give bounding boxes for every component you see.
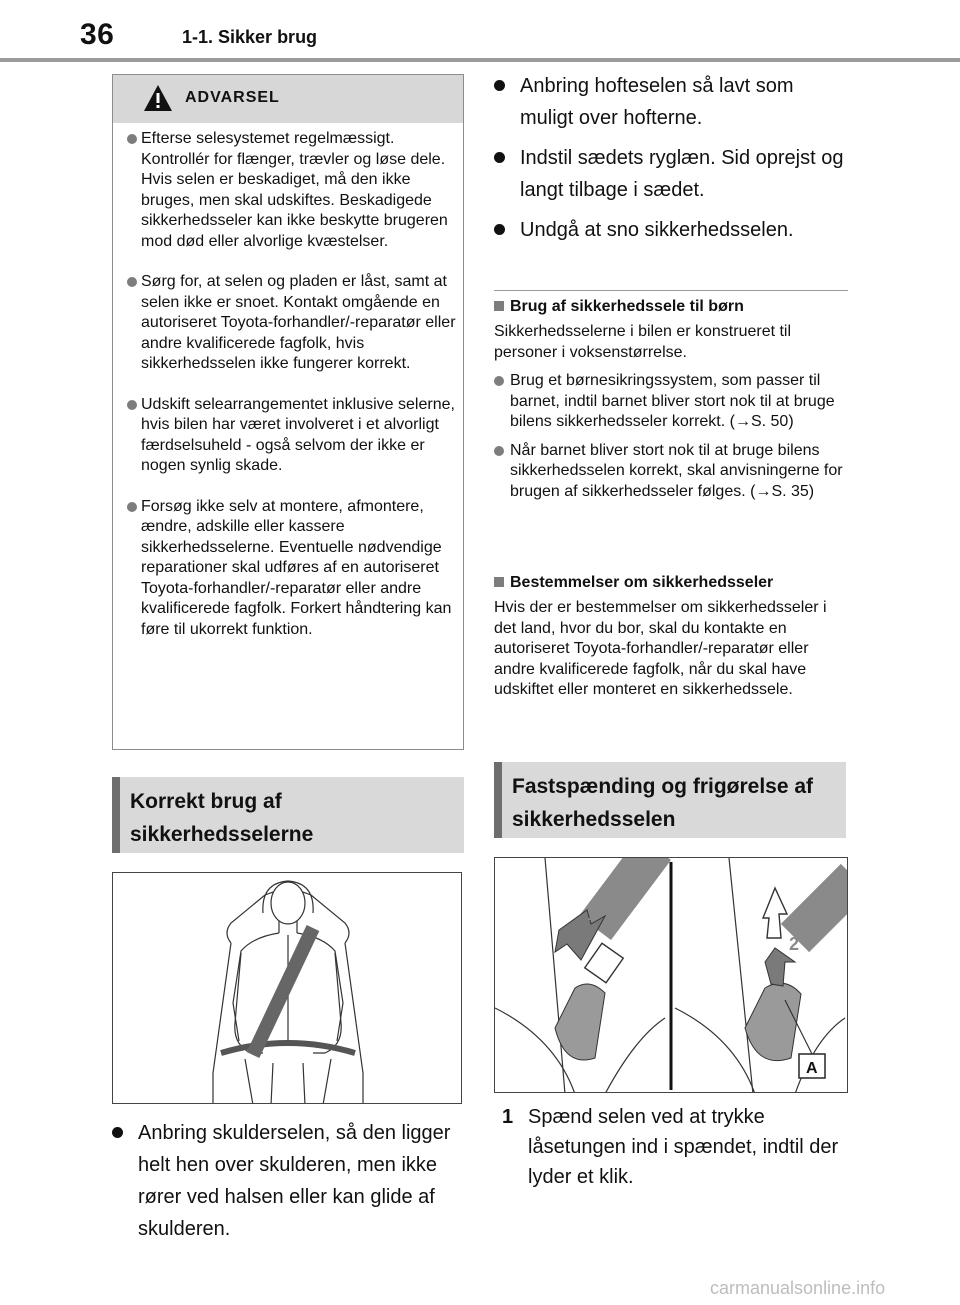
correct-use-heading: Korrekt brug af sikkerhedsselerne — [112, 777, 464, 853]
bullet-item: Undgå at sno sikkerhedsselen. — [494, 214, 846, 246]
fastening-heading: Fastspænding og frigørelse af sikkerhedsselen — [494, 762, 846, 838]
children-heading-text: Brug af sikkerhedssele til børn — [510, 298, 744, 315]
right-bullets — [494, 70, 846, 254]
warning-title: ADVARSEL — [185, 89, 280, 106]
buckle-figure — [495, 858, 848, 1093]
square-bullet-icon — [494, 301, 504, 311]
children-heading — [494, 298, 846, 316]
rules-heading — [494, 574, 846, 592]
warning-header — [113, 75, 463, 123]
left-bullets — [112, 1117, 464, 1245]
header-rule — [0, 58, 960, 62]
square-bullet-icon — [494, 577, 504, 587]
warning-item: Forsøg ikke selv at montere, afmontere, ændre, adskille eller kassere sikkerhedsselerne. Eventuelle nødvendige reparationer skal udføres af en autoriseret Toyota-forhandler/-reparatør eller andre kvalificerede fagfolk. Forkert håndtering kan føre til ukorrekt funktion. — [127, 497, 457, 641]
children-item: Brug et børnesikringssystem, som passer til barnet, indtil barnet bliver stort nok til at bruge bilens sikkerhedsseler korrekt. (→S. 50) — [494, 371, 846, 433]
bullet-item: Anbring skulderselen, så den ligger helt hen over skulderen, men ikke rører ved halsen eller kan glide af skulderen. — [112, 1117, 464, 1245]
children-list — [494, 371, 846, 502]
warning-item: Efterse selesystemet regelmæssigt. Kontrollér for flænger, trævler og løse dele. Hvis selen er beskadiget, må den ikke bruges, men skal udskiftes. Beskadigede sikkerhedsseler kan ikke beskytte brugeren mod død eller alvorlige kvæstelser. — [127, 129, 457, 252]
warning-item: Udskift selearrangementet inklusive selerne, hvis bilen har været involveret i et alvorligt færdselsuheld - også selvom der ikke er nogen synlig skade. — [127, 395, 457, 477]
seatbelt-figure — [113, 873, 462, 1104]
children-item: Når barnet bliver stort nok til at bruge bilens sikkerhedsselen korrekt, skal anvisningerne for brugen af sikkerhedsseler følges. (→S. 35) — [494, 441, 846, 503]
step-number: 1 — [502, 1106, 514, 1128]
page-number: 36 — [80, 18, 115, 51]
callout-label-a: A — [806, 1060, 818, 1077]
warning-box — [112, 74, 464, 750]
arrow-label-2: 2 — [789, 934, 800, 954]
buckle-illustration — [494, 857, 848, 1093]
warning-icon — [143, 84, 173, 112]
section-title: 1-1. Sikker brug — [182, 27, 318, 47]
arrow-label-1: 1 — [587, 904, 598, 924]
children-text: Sikkerhedsselerne i bilen er konstrueret til personer i voksenstørrelse. — [494, 323, 792, 361]
warning-item: Sørg for, at selen og pladen er låst, samt at selen ikke er snoet. Kontakt omgående en autoriseret Toyota-forhandler/-reparatør eller andre kvalificerede fagfolk, hvis sikkerhedsselen ikke fungerer korrekt. — [127, 272, 457, 375]
divider — [494, 290, 848, 291]
bullet-item: Anbring hofteselen så lavt som muligt over hofterne. — [494, 70, 846, 134]
rules-section — [494, 574, 846, 701]
step-text: Spænd selen ved at trykke låsetungen ind i spændet, indtil der lyder et klik. — [528, 1106, 839, 1188]
rules-text: Hvis der er bestemmelser om sikkerhedsseler i det land, hvor du bor, skal du kontakte en autoriseret Toyota-forhandler/-reparatør eller andre kvalificerede fagfolk, når du skal have udskiftet eller monteret en sikkerhedssele. — [494, 599, 827, 698]
rules-heading-text: Bestemmelser om sikkerhedsseler — [510, 574, 774, 591]
children-section — [494, 298, 846, 510]
watermark: carmanualsonline.info — [710, 1278, 886, 1298]
seated-person-illustration — [112, 872, 462, 1104]
bullet-item: Indstil sædets ryglæn. Sid oprejst og langt tilbage i sædet. — [494, 142, 846, 206]
warning-list — [127, 125, 457, 660]
